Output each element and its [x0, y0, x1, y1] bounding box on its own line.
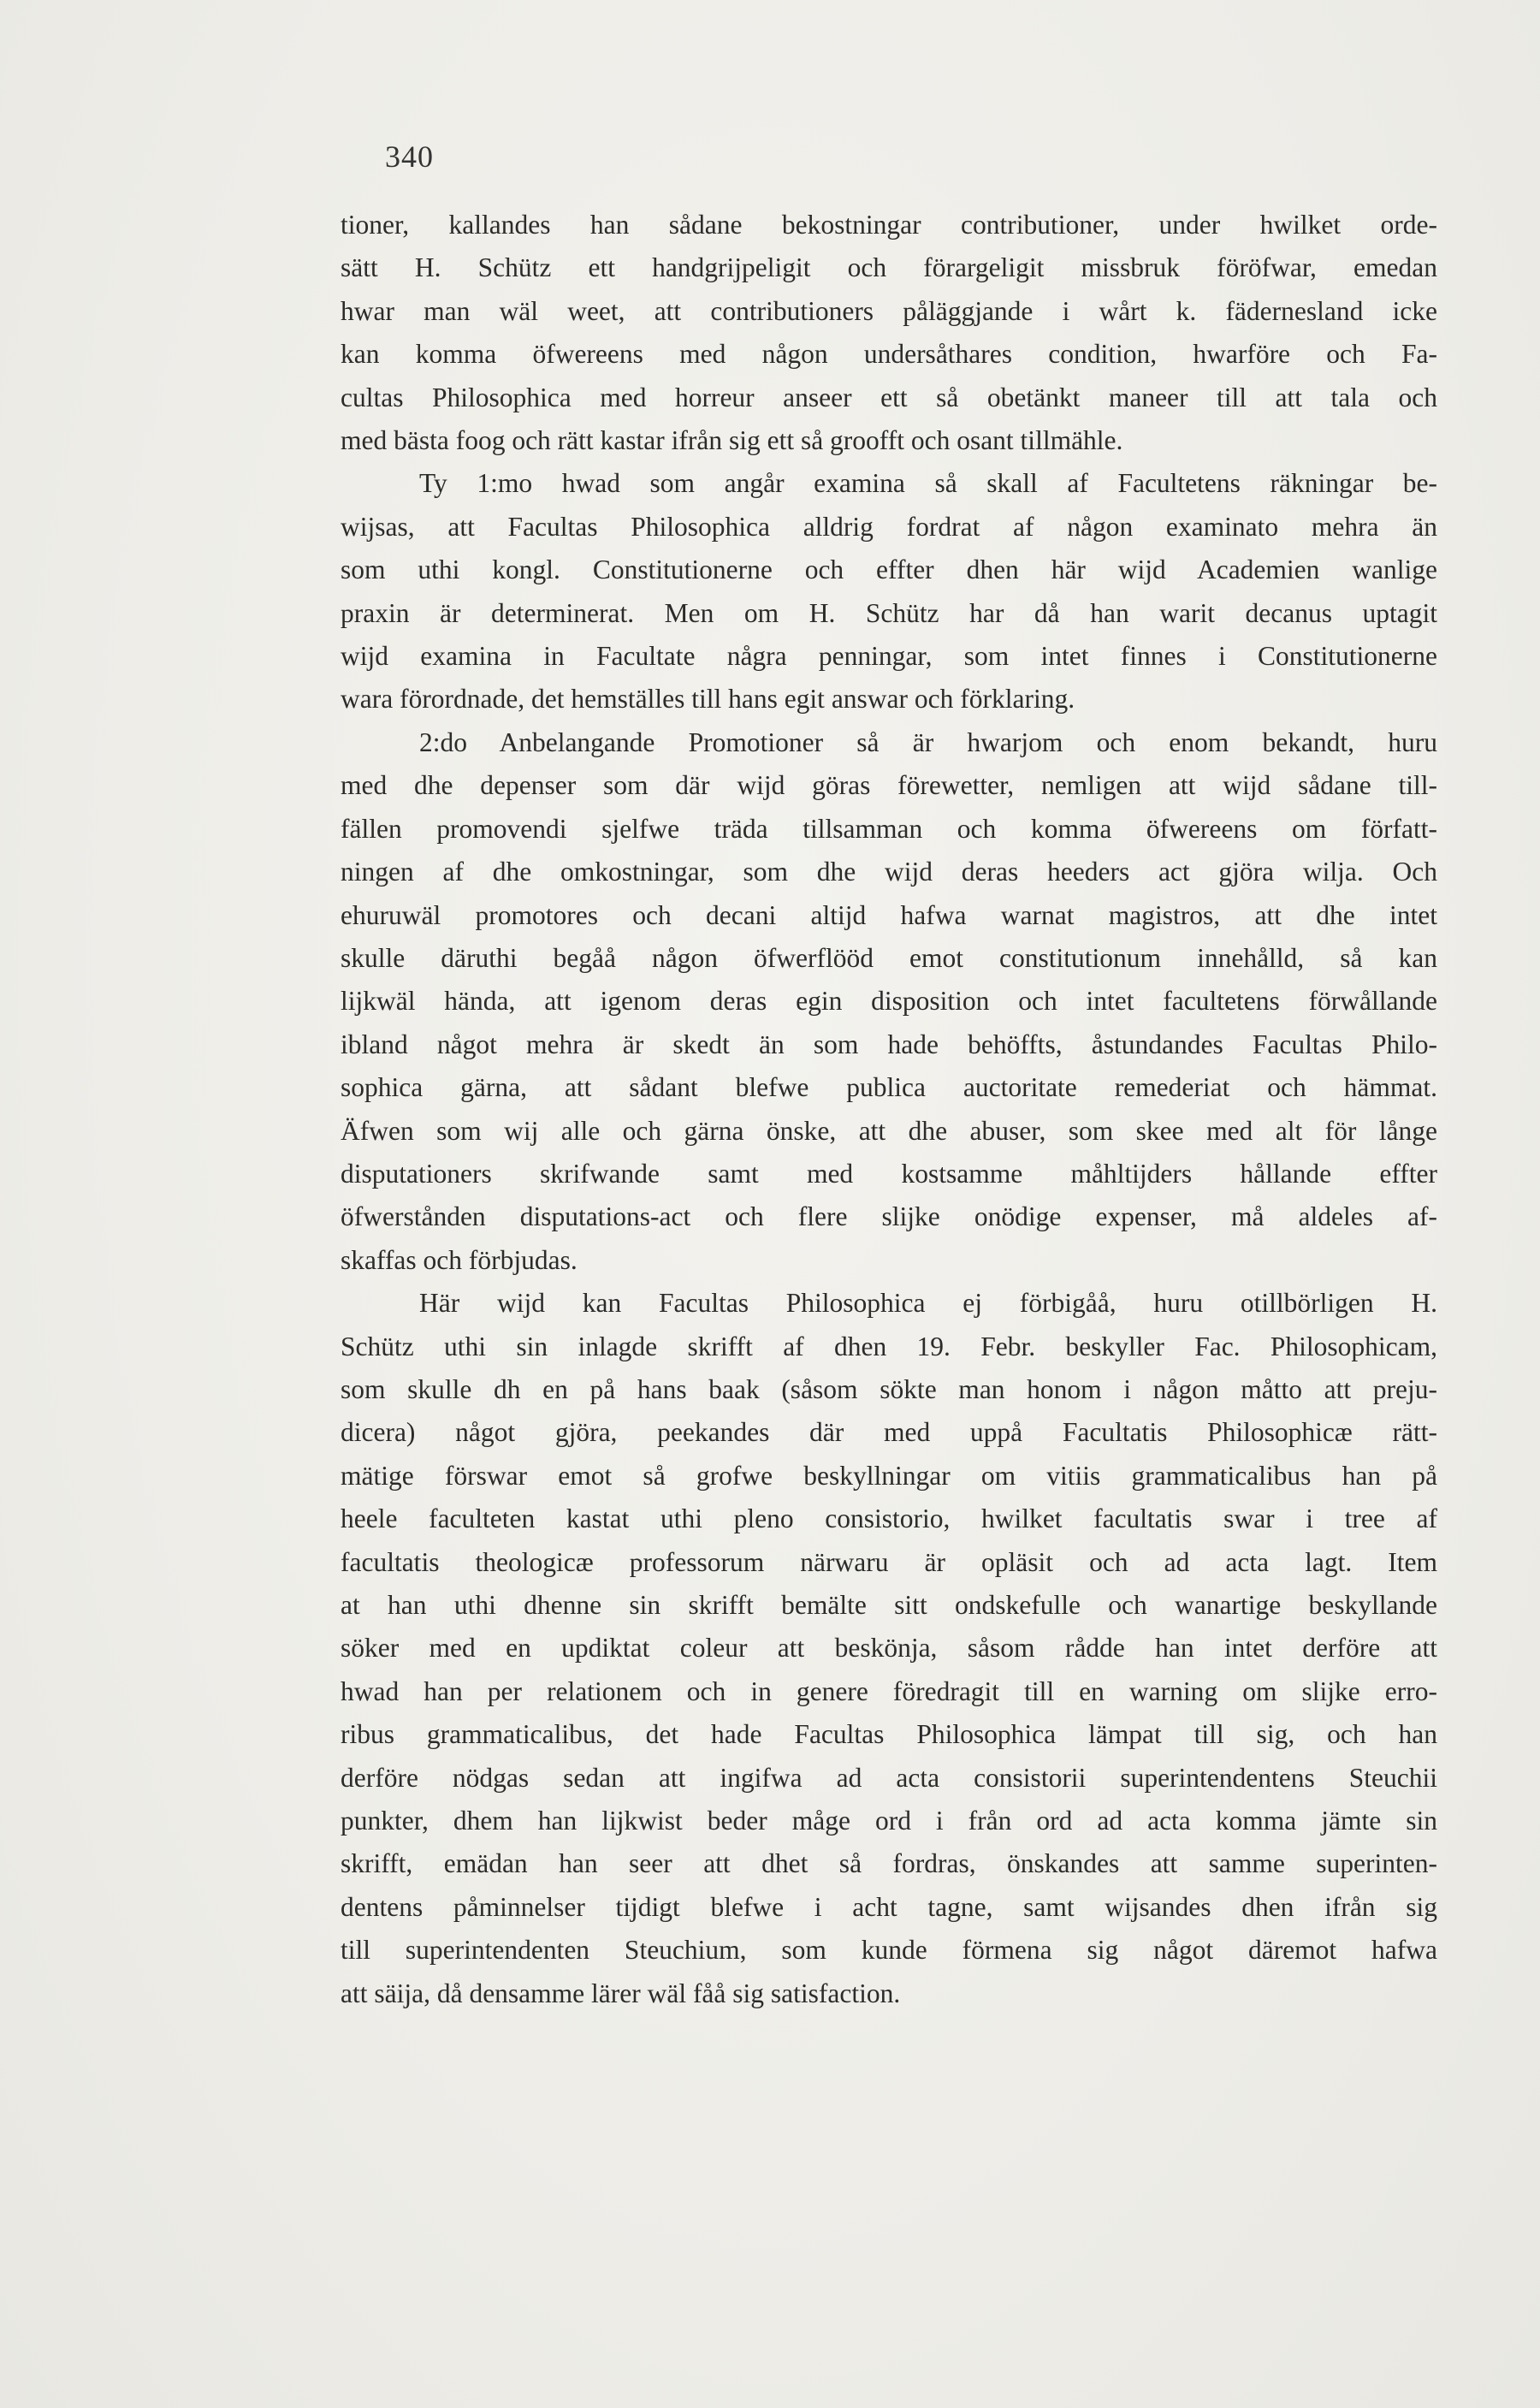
text-line: derföre nödgas sedan att ingifwa ad acta consistorii superintendentens Steuchii [341, 1762, 1437, 1793]
text-line: ehuruwäl promotores och decani altijd hafwa warnat magistros, att dhe intet [341, 899, 1437, 930]
text-line: Här wijd kan Facultas Philosophica ej förbigåå, huru otillbörligen H. [419, 1288, 1437, 1319]
text-line: som skulle dh en på hans baak (såsom sökte man honom i någon måtto att preju- [341, 1373, 1437, 1404]
text-line: wijsas, att Facultas Philosophica alldrig fordrat af någon examinato mehra än [341, 511, 1437, 542]
text-line: disputationers skrifwande samt med kostsamme måhltijders hållande effter [341, 1158, 1437, 1189]
text-line: skaffas och förbjudas. [341, 1244, 578, 1275]
text-line: wara förordnade, det hemställes till hans egit answar och förklaring. [341, 684, 1075, 715]
page-number: 340 [385, 139, 434, 174]
text-line: punkter, dhem han lijkwist beder måge ord i från ord ad acta komma jämte sin [341, 1806, 1437, 1836]
text-line: facultatis theologicæ professorum närwaru är opläsit och ad acta lagt. Item [341, 1546, 1437, 1577]
text-line: mätige förswar emot så grofwe beskyllningar om vitiis grammaticalibus han på [341, 1460, 1437, 1491]
text-line: ningen af dhe omkostningar, som dhe wijd deras heeders act gjöra wilja. Och [341, 857, 1437, 887]
text-line: att säija, då densamme lärer wäl fåå sig satisfaction. [341, 1978, 901, 2008]
text-line: fällen promovendi sjelfwe träda tillsamman och komma öfwereens om författ- [341, 813, 1437, 844]
body-text [341, 204, 1437, 2015]
text-line: hwad han per relationem och in genere föredragit till en warning om slijke erro- [341, 1676, 1437, 1706]
text-line: dicera) något gjöra, peekandes där med uppå Facultatis Philosophicæ rätt- [341, 1417, 1437, 1448]
text-line: kan komma öfwereens med någon undersåthares condition, hwarföre och Fa- [341, 339, 1437, 370]
text-line: sätt H. Schütz ett handgrijpeligit och förargeligit missbruk föröfwar, emedan [341, 252, 1437, 283]
text-line: dentens påminnelser tijdigt blefwe i acht tagne, samt wijsandes dhen ifrån sig [341, 1891, 1437, 1922]
text-line: ribus grammaticalibus, det hade Facultas Philosophica lämpat till sig, och han [341, 1719, 1437, 1750]
text-line: skulle däruthi begåå någon öfwerflööd emot constitutionum innehålld, så kan [341, 942, 1437, 973]
text-line: lijkwäl hända, att igenom deras egin disposition och intet facultetens förwållande [341, 986, 1437, 1017]
text-line: cultas Philosophica med horreur anseer ett så obetänkt maneer till att tala och [341, 382, 1437, 412]
text-line: söker med en updiktat coleur att beskönja, såsom rådde han intet derföre att [341, 1633, 1437, 1664]
text-line: ibland något mehra är skedt än som hade behöffts, åstundandes Facultas Philo- [341, 1029, 1437, 1059]
text-line: som uthi kongl. Constitutionerne och effter dhen här wijd Academien wanlige [341, 555, 1437, 585]
text-line: heele faculteten kastat uthi pleno consistorio, hwilket facultatis swar i tree af [341, 1504, 1437, 1534]
text-line: at han uthi dhenne sin skrifft bemälte sitt ondskefulle och wanartige beskyllande [341, 1590, 1437, 1620]
text-line: skrifft, emädan han seer att dhet så fordras, önskandes att samme superinten- [341, 1848, 1437, 1879]
text-line: Äfwen som wij alle och gärna önske, att dhe abuser, som skee med alt för långe [341, 1115, 1437, 1146]
text-line: med dhe depenser som där wijd göras förewetter, nemligen att wijd sådane till- [341, 770, 1437, 801]
text-line: hwar man wäl weet, att contributioners påläggjande i wårt k. fädernesland icke [341, 295, 1437, 326]
text-line: wijd examina in Facultate några penningar, som intet finnes i Constitutionerne [341, 641, 1437, 672]
text-line: Ty 1:mo hwad som angår examina så skall af Facultetens räkningar be- [419, 468, 1437, 499]
text-line: 2:do Anbelangande Promotioner så är hwarjom och enom bekandt, huru [419, 727, 1437, 757]
text-line: sophica gärna, att sådant blefwe publica auctoritate remederiat och hämmat. [341, 1072, 1437, 1103]
text-line: till superintendenten Steuchium, som kunde förmena sig något däremot hafwa [341, 1935, 1437, 1966]
text-line: med bästa foog och rätt kastar ifrån sig ett så groofft och osant tillmähle. [341, 425, 1123, 456]
text-line: öfwerstånden disputations-act och flere slijke onödige expenser, må aldeles af- [341, 1201, 1437, 1232]
text-line: tioner, kallandes han sådane bekostningar contributioner, under hwilket orde- [341, 210, 1437, 240]
text-line: praxin är determinerat. Men om H. Schütz har då han warit decanus uptagit [341, 597, 1437, 628]
text-line: Schütz uthi sin inlagde skrifft af dhen 19. Febr. beskyller Fac. Philosophicam, [341, 1331, 1437, 1361]
